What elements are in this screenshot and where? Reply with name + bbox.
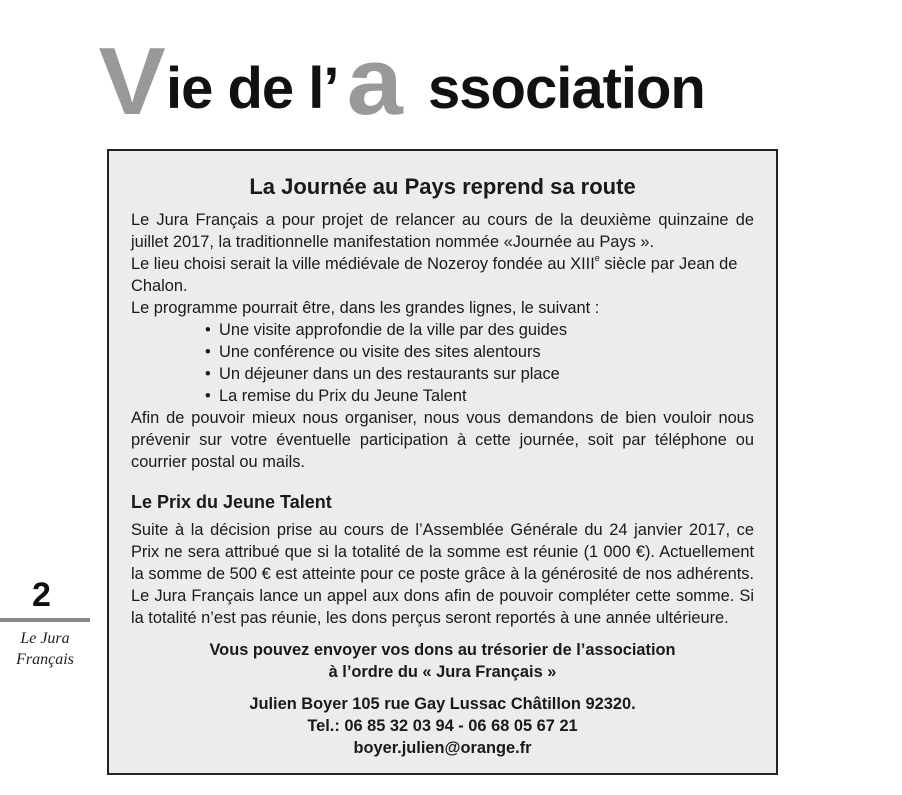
- publication-name-line2: Français: [16, 651, 74, 668]
- prize-paragraph: Suite à la décision prise au cours de l’Assemblée Générale du 24 janvier 2017, ce Prix ne sera attribué que si la totalité de la somme est réunie (1 000 €). Actuellement la somme de 500 € est atteinte pour ce poste grâce à la générosité de nos adhérents. Le Jura Français lance un appel aux dons afin de pouvoir compléter cette somme. Si la totalité n’est pas réunie, les dons perçus seront reportés à une année ultérieure.: [131, 521, 754, 627]
- contact-email: boyer.julien@orange.fr: [353, 739, 532, 757]
- program-list: [131, 319, 754, 407]
- list-item: • Une conférence ou visite des sites alentours: [205, 341, 754, 363]
- sidebar-rule: [0, 618, 90, 622]
- page-number: 2: [32, 576, 51, 614]
- list-item: • Une visite approfondie de la ville par des guides: [205, 319, 754, 341]
- header-text-part2: ssociation: [428, 56, 705, 121]
- donation-line-2: à l’ordre du « Jura Français »: [328, 663, 557, 681]
- location-paragraph: [131, 253, 754, 297]
- prize-heading: Le Prix du Jeune Talent: [131, 492, 332, 512]
- list-item: • Un déjeuner dans un des restaurants sur place: [205, 363, 754, 385]
- publication-name: [0, 628, 90, 670]
- contact-address: Julien Boyer 105 rue Gay Lussac Châtillon 92320.: [249, 695, 636, 713]
- header-initial-v: V: [98, 28, 162, 135]
- request-paragraph: Afin de pouvoir mieux nous organiser, nous vous demandons de bien vouloir nous prévenir sur votre éventuelle participation à cette journée, soit par téléphone ou courrier postal ou mails.: [131, 409, 754, 471]
- program-intro: Le programme pourrait être, dans les grandes lignes, le suivant :: [131, 299, 600, 317]
- location-superscript: e: [594, 253, 600, 263]
- header-initial-a: a: [346, 28, 399, 135]
- header-text-part1: ie de l’: [166, 56, 339, 121]
- intro-paragraph: Le Jura Français a pour projet de relancer au cours de la deuxième quinzaine de juillet 2017, la traditionnelle manifestation nommée «Journée au Pays ».: [131, 211, 754, 251]
- publication-name-line1: Le Jura: [20, 630, 70, 647]
- location-text-before: Le lieu choisi serait la ville médiévale de Nozeroy fondée au XIII: [131, 255, 595, 273]
- list-item: • La remise du Prix du Jeune Talent: [205, 385, 754, 407]
- donation-line-1: Vous pouvez envoyer vos dons au trésorier de l’association: [209, 641, 676, 659]
- article-content: [131, 173, 754, 759]
- article-title: La Journée au Pays reprend sa route: [249, 174, 636, 199]
- contact-phone: Tel.: 06 85 32 03 94 - 06 68 05 67 21: [307, 717, 578, 735]
- section-header: [98, 28, 860, 135]
- location-text-after: siècle par Jean de Chalon.: [131, 255, 738, 295]
- article-box: [107, 149, 778, 775]
